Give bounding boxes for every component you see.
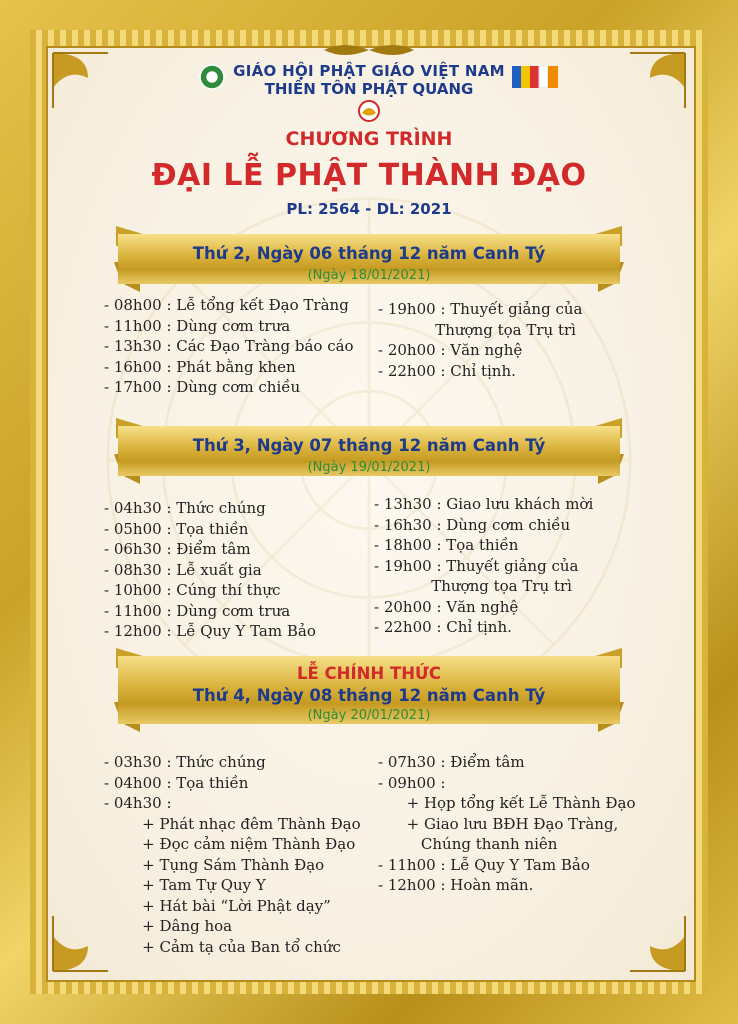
day1-left-list	[104, 295, 354, 398]
year-line: PL: 2564 - DL: 2021	[286, 200, 452, 218]
schedule-item: - 22h00 : Chỉ tịnh.	[374, 618, 512, 636]
schedule-item: - 11h00 : Dùng cơm trưa	[104, 601, 291, 620]
corner-ornament-icon	[620, 906, 690, 976]
lotus-emblem-icon	[356, 100, 382, 122]
schedule-item: - 09h00 :	[378, 773, 446, 792]
schedule-item: - 16h00 : Phát bằng khen	[104, 357, 296, 376]
schedule-item: - 12h00 : Hoàn mãn.	[378, 876, 534, 894]
schedule-item: - 05h00 : Tọa thiền	[104, 519, 249, 538]
schedule-item: - 04h30 : Thức chúng	[104, 499, 266, 517]
day2-right-list	[374, 494, 593, 638]
schedule-item: - 08h00 : Lễ tổng kết Đạo Tràng	[104, 296, 349, 314]
day1-right-list	[378, 299, 582, 381]
schedule-item: - 04h30 :	[104, 794, 172, 812]
schedule-item: - 04h00 : Tọa thiền	[104, 773, 249, 792]
schedule-item: - 10h00 : Cúng thí thực	[104, 581, 281, 599]
org-line-1: GIÁO HỘI PHẬT GIÁO VIỆT NAM	[233, 62, 505, 80]
schedule-item: + Hát bài “Lời Phật dạy”	[104, 896, 331, 915]
day3-title: Thứ 4, Ngày 08 tháng 12 năm Canh Tý	[192, 686, 546, 705]
day2-date: (Ngày 19/01/2021)	[307, 460, 431, 475]
schedule-item: - 19h00 : Thuyết giảng của	[374, 556, 579, 575]
schedule-item: - 20h00 : Văn nghệ	[378, 341, 523, 359]
schedule-item: + Đọc cảm niệm Thành Đạo	[104, 835, 356, 853]
day2-banner	[118, 418, 620, 484]
schedule-item: - 13h30 : Giao lưu khách mời	[374, 495, 594, 513]
day3-left-list	[104, 752, 361, 957]
schedule-item: - 17h00 : Dùng cơm chiều	[104, 378, 301, 396]
program-title-big: ĐẠI LỄ PHẬT THÀNH ĐẠO	[151, 158, 587, 193]
schedule-item: + Giao lưu BĐH Đạo Tràng,	[378, 814, 619, 833]
schedule-item: - 06h30 : Điểm tâm	[104, 540, 251, 558]
schedule-item: - 19h00 : Thuyết giảng của	[378, 300, 583, 318]
schedule-item: + Họp tổng kết Lễ Thành Đạo	[378, 794, 636, 812]
org-line-2: THIỀN TÔN PHẬT QUANG	[264, 80, 474, 98]
schedule-item: Thượng tọa Trụ trì	[374, 577, 572, 595]
schedule-item: Thượng tọa Trụ trì	[378, 320, 576, 339]
schedule-item: - 20h00 : Văn nghệ	[374, 597, 519, 616]
day3-label: LỄ CHÍNH THỨC	[297, 664, 441, 683]
day3-banner	[118, 648, 620, 732]
day3-date: (Ngày 20/01/2021)	[307, 708, 431, 723]
schedule-item: - 11h00 : Lễ Quy Y Tam Bảo	[378, 855, 590, 874]
program-title-small: CHƯƠNG TRÌNH	[285, 128, 453, 150]
schedule-item: - 18h00 : Tọa thiền	[374, 536, 519, 554]
schedule-item: - 13h30 : Các Đạo Tràng báo cáo	[104, 337, 354, 355]
schedule-item: + Dâng hoa	[104, 917, 233, 935]
day1-title: Thứ 2, Ngày 06 tháng 12 năm Canh Tý	[192, 244, 546, 263]
schedule-item: - 12h00 : Lễ Quy Y Tam Bảo	[104, 622, 316, 640]
schedule-item: - 03h30 : Thức chúng	[104, 753, 266, 771]
day3-right-list	[378, 752, 636, 896]
schedule-item: Chúng thanh niên	[378, 835, 558, 853]
schedule-item: + Phát nhạc đêm Thành Đạo	[104, 814, 361, 833]
schedule-item: + Tụng Sám Thành Đạo	[104, 855, 325, 874]
flourish-icon	[319, 40, 419, 60]
day1-banner	[118, 226, 620, 292]
day2-title: Thứ 3, Ngày 07 tháng 12 năm Canh Tý	[192, 436, 546, 455]
day1-date: (Ngày 18/01/2021)	[307, 268, 431, 283]
day2-left-list	[104, 498, 316, 642]
schedule-item: + Tam Tự Quy Y	[104, 876, 266, 894]
schedule-item: - 22h00 : Chỉ tịnh.	[378, 361, 516, 380]
schedule-item: - 08h30 : Lễ xuất gia	[104, 560, 262, 579]
schedule-item: - 07h30 : Điểm tâm	[378, 753, 525, 771]
schedule-item: - 11h00 : Dùng cơm trưa	[104, 316, 291, 335]
schedule-item: - 16h30 : Dùng cơm chiều	[374, 515, 571, 534]
schedule-item: + Cảm tạ của Ban tổ chức	[104, 937, 341, 956]
